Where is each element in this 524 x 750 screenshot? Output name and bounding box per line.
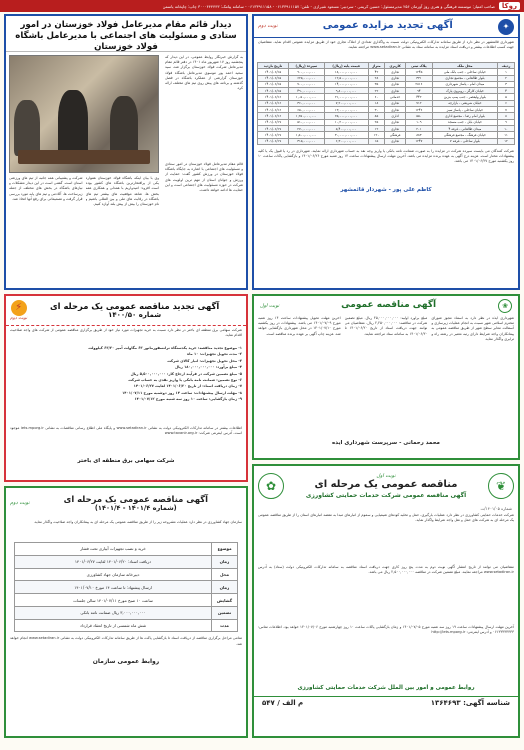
list-item: ۱- موضوع تجدید مناقصه: خرید یکدستگاه ترانسفورماتور ۶۳ مگاولت آمپر ۶۳/۲۰ کیلوولت — [88, 346, 242, 350]
organization-tender-ad — [4, 486, 248, 738]
auction-header-cell: محل ملک — [432, 63, 497, 69]
auction-table — [257, 62, 515, 145]
list-item: ۶- نوع تضمین: ضمانت نامه بانکی یا واریز نقدی به حساب شرکت — [128, 377, 242, 382]
lightning-logo-icon: ⚡ — [11, 300, 27, 316]
izeh-tender-signature: محمد رحمانی - سرپرست شهرداری ایذه — [332, 440, 440, 446]
table-cell: خیابان کارگر - روبروی پارک — [432, 88, 497, 94]
table-cell: مدت — [212, 619, 238, 632]
table-cell: ۷,۲۰۰,۰۰۰,۰۰۰ — [324, 100, 368, 106]
table-cell: تجاری — [385, 119, 406, 125]
izeh-tender-body-2: مبلغ برآورد اولیه: ۴۵,۰۰۰,۰۰۰,۰۰۰ ریال. مبلغ تضمین شرکت در مناقصه: ۲,۲۵۰,۰۰۰,۰۰۰ ریال. متقاضیان می توانند جهت دریافت اسناد از تاریخ ۱۴۰۱/۰۶/۲۰ تا ۱۴۰۱/۰۶/۳۰ به سامانه ستاد مراجعه نمایند. — [344, 316, 428, 336]
table-cell: ۸۸۳ — [406, 132, 433, 138]
table-cell: اداری — [385, 113, 406, 119]
agri-tender-round: نوبت اول — [376, 472, 396, 479]
table-cell: ۳۰ — [368, 107, 385, 113]
table-cell: ۳۱۵,۰۰۰,۰۰۰ — [288, 138, 324, 144]
izeh-tender-round: نوبت اول — [260, 302, 280, 309]
agri-tender-title: مناقصه عمومی یک مرحله ای — [314, 479, 458, 491]
organization-tender-number: (شماره ۱۴۰۱/۴ - ۱۴۰۱/۴) — [94, 504, 177, 513]
table-cell: شش ماه شمسی از تاریخ انعقاد قرارداد — [15, 619, 212, 632]
agri-logo-icon-left: ✿ — [258, 473, 284, 499]
table-cell: ۲۵ — [368, 119, 385, 125]
table-cell: ۱۵ — [368, 138, 385, 144]
electric-tender-round: نوبت دوم — [10, 315, 28, 321]
table-cell: ۴۴۲ — [406, 94, 433, 100]
table-cell: ۳۳۱ — [406, 75, 433, 81]
electric-tender-signature: شرکت سهامی برق منطقه ای باختر — [77, 458, 175, 464]
electric-tender-items — [6, 344, 246, 424]
izeh-tender-title: آگهی مناقصه عمومی — [341, 300, 437, 311]
auction-intro: شهرداری قائمشهر در نظر دارد از طریق سامانه تدارکات الکترونیکی دولت نسبت به واگذاری تعدادی از املاک تجاری خود از طریق مزایده عمومی اقدام نماید. متقاضیان جهت کسب اطلاعات بیشتر و دریافت اسناد مزایده به سامانه ستاد به نشانی www.setadiran.ir مراجعه نمایند. — [258, 40, 514, 50]
table-cell: خیابان فرهنگ - مجتمع فرهنگی — [432, 132, 497, 138]
table-cell: ۹,۸۰۰,۰۰۰,۰۰۰ — [324, 88, 368, 94]
table-cell: ۵,۴۰۰,۰۰۰,۰۰۰ — [324, 125, 368, 131]
auction-round: نوبت دوم — [258, 23, 278, 30]
table-row — [15, 568, 238, 581]
table-cell: خیابان شریعتی - بازارچه — [432, 100, 497, 106]
table-cell: ۱۳,۰۰۰,۰۰۰,۰۰۰ — [324, 107, 368, 113]
auction-header-cell: کاربری — [385, 63, 406, 69]
table-cell: ۱ — [498, 69, 515, 75]
auction-header-cell: تاریخ بازدید — [258, 63, 289, 69]
article-photo — [9, 55, 159, 173]
organization-tender-table — [14, 542, 238, 632]
table-cell: بلوار طالقانی - مجتمع تجاری — [432, 75, 497, 81]
table-cell: ۱۲۴۷ — [406, 138, 433, 144]
auction-header-cell: ردیف — [498, 63, 515, 69]
newspaper-logo: روکا — [499, 2, 520, 11]
table-cell: ۳ — [498, 81, 515, 87]
agri-tender-ref: شماره ۱۴۰۱/۰۵/ت — [480, 506, 512, 511]
table-cell: ۴۹۰,۰۰۰,۰۰۰ — [288, 88, 324, 94]
table-cell: گشایش — [212, 594, 238, 607]
izeh-tender-body-1: شهرداری ایذه در نظر دارد به استناد مجوز شورای محترم اسلامی شهر نسبت به انجام عملیات زیرسازی و آسفالت معابر سطح شهر از طریق مناقصه عمومی به پیمانکاران واجد شرایط دارای رتبه معتبر در رشته راه و ترابری واگذار نماید. — [431, 316, 514, 341]
agri-tender-ad — [252, 464, 520, 738]
organization-tender-title: آگهی مناقصه عمومی یک مرحله ای — [63, 493, 208, 504]
table-cell: ۸ — [498, 113, 515, 119]
table-cell: ۱۴۰۱/۰۶/۱۷ — [258, 119, 289, 125]
electric-tender-number: شماره ۱۴۰۰/۵۰ — [108, 311, 162, 320]
table-cell: ۱۲۴۵ — [406, 69, 433, 75]
list-item: ۷- زمان دریافت اسناد: از تاریخ ۱۴۰۱/۰۶/۲۰ لغایت ۱۴۰۱/۰۶/۲۷ — [133, 384, 242, 389]
table-cell: ۱۴۰۱/۰۶/۱۶ — [258, 113, 289, 119]
table-cell: ۱۴۰۱/۰۶/۱۵ — [258, 81, 289, 87]
table-cell: ۶۵۰,۰۰۰,۰۰۰ — [288, 107, 324, 113]
table-cell: ۱۴۰۱/۰۶/۱۶ — [258, 107, 289, 113]
table-cell: ۱۲,۵۰۰,۰۰۰,۰۰۰ — [324, 75, 368, 81]
table-cell: خیابان ساحلی - جنب بانک ملی — [432, 69, 497, 75]
table-cell: ۴۲ — [368, 69, 385, 75]
auction-header-cell: پلاک ثبتی — [406, 63, 433, 69]
table-cell: تجاری — [385, 81, 406, 87]
table-cell: ۲ — [498, 75, 515, 81]
table-cell: ۱۸ — [368, 100, 385, 106]
table-cell: ۱۴۰۱/۰۶/۱۷ — [258, 138, 289, 144]
masthead-bar — [0, 0, 524, 12]
table-cell: ۲۱,۰۰۰,۰۰۰,۰۰۰ — [324, 94, 368, 100]
table-cell: ۷۱۲ — [406, 100, 433, 106]
table-cell: ۱۲ — [498, 138, 515, 144]
article-column-2: قائم مقام مدیرعامل فولاد خوزستان در امور ستادی و مسئولیت های اجتماعی با اشاره به جایگاه باشگاه فولاد خوزستان در ورزش کشور گفت: حمایت از ورزش و جوانان استان از مهم ترین اولویت های شرکت در حوزه مسئولیت های اجتماعی است و این حمایت ها ادامه خواهد داشت. — [165, 162, 243, 193]
table-cell: ساعت ۱۰ صبح مورخ ۱۴۰۱/۰۷/۱۱ سالن جلسات — [15, 594, 212, 607]
table-cell: ارسال پیشنهاد: تا ساعت ۱۴ مورخ ۱۴۰۱/۰۷/۱۰ — [15, 581, 212, 594]
table-cell: تجاری — [385, 100, 406, 106]
table-cell: ۳۶۰,۰۰۰,۰۰۰ — [288, 100, 324, 106]
table-cell: ۱,۰۵۰,۰۰۰,۰۰۰ — [288, 94, 324, 100]
table-cell: ۵۵۰ — [406, 113, 433, 119]
auction-notes: شرکت کنندگان می بایست سپرده شرکت در مزایده را به صورت ضمانت نامه بانکی یا واریز وجه نقد به حساب شهرداری ارائه نمایند. شهرداری در رد یا قبول یک یا کلیه پیشنهادات مختار است. هزینه درج آگهی به عهده برنده مزایده می باشد. آخرین مهلت ارسال پیشنهادات ساعت ۱۴ روز شنبه مورخ ۱۴۰۱/۰۶/۲۶ و بازگشایی پاکات ساعت ۱۰ روز یکشنبه مورخ ۱۴۰۱/۰۶/۲۷ می باشد. — [258, 148, 514, 164]
table-cell: دبیرخانه سازمان جهاد کشاورزی — [15, 568, 212, 581]
auction-ad — [252, 14, 520, 290]
table-cell: ۶۰ — [368, 94, 385, 100]
table-cell: ۱۲۴۶ — [406, 107, 433, 113]
table-cell: ۱۰۹ — [406, 119, 433, 125]
table-row — [15, 606, 238, 619]
auction-header-cell: متراژ — [368, 63, 385, 69]
table-cell: تجاری — [385, 125, 406, 131]
table-cell: فرهنگی — [385, 132, 406, 138]
table-cell: ۵۱۰,۰۰۰,۰۰۰ — [288, 119, 324, 125]
table-cell: ۲۸۱۶ — [406, 81, 433, 87]
municipality-seal-icon: ❀ — [498, 299, 512, 313]
agri-tender-id: شناسه آگهی: ۱۳۶۴۶۹۳ — [430, 698, 510, 707]
table-cell: ۴ — [498, 88, 515, 94]
table-cell: ۱,۵۰۰,۰۰۰,۰۰۰ — [288, 132, 324, 138]
table-cell: ۱۲ — [368, 125, 385, 131]
agri-tender-body-1: شرکت خدمات حمایتی کشاورزی در نظر دارد عملیات بارگیری، حمل و تخلیه کودهای شیمیایی و سموم از انبارهای مبدا به مقصد انبارهای استان را از طریق مناقصه عمومی یک مرحله ای به شرکت های حمل و نقل واجد شرایط واگذار نماید. — [258, 513, 514, 523]
izeh-tender-body-3: آخرین مهلت تحویل پیشنهادات ساعت ۱۴ روز شنبه مورخ ۱۴۰۱/۰۷/۰۹ می باشد. پیشنهادات در روز یکشنبه مورخ ۱۴۰۱/۰۷/۱۰ در محل شهرداری بازگشایی خواهد شد. هزینه چاپ آگهی بر عهده برنده مناقصه است. — [257, 316, 341, 336]
table-cell: ۱۲۰ — [368, 132, 385, 138]
table-row — [15, 555, 238, 568]
list-item: ۵- مبلغ تضمین شرکت در فرآیند ارجاع کار: ۵,۵۰۰,۰۰۰,۰۰۰ ریال — [130, 371, 242, 376]
table-cell: خرید و نصب تجهیزات آبیاری تحت فشار — [15, 543, 212, 556]
electric-tender-title: آگهی تجدید مناقصه عمومی یک مرحله ای — [49, 300, 220, 311]
table-cell: ۱۰,۲۰۰,۰۰۰,۰۰۰ — [324, 119, 368, 125]
auction-header-cell: سپرده (ریال) — [288, 63, 324, 69]
table-cell: ۱۴۰۱/۰۶/۱۶ — [258, 100, 289, 106]
table-cell: ۱۴,۰۰۰,۰۰۰,۰۰۰ — [324, 81, 368, 87]
table-cell: ۱۸,۰۰۰,۰۰۰,۰۰۰ — [324, 69, 368, 75]
article-headline: دیدار قائم مقام مدیرعامل فولاد خوزستان در امور ستادی و مسئولیت های اجتماعی با مدیرعامل باشگاه فولاد خوزستان — [6, 16, 246, 52]
table-cell: بلوار ولیعصر - جنب پمپ بنزین — [432, 94, 497, 100]
table-row — [15, 619, 238, 632]
agri-tender-signature: روابط عمومی و امور بین الملل شرکت خدمات حمایتی کشاورزی — [297, 685, 475, 691]
table-cell: بلوار ساحلی - غرفه ۷ — [432, 138, 497, 144]
table-cell: بلوار امام رضا - مجتمع اداری — [432, 113, 497, 119]
electric-tender-intro: شرکت سهامی برق منطقه ای باختر در نظر دارد نسبت به خرید تجهیزات مورد نیاز خود از طریق برگزاری مناقصه عمومی از شرکت های واجد صلاحیت اقدام نماید. — [10, 328, 242, 338]
table-cell: تجاری — [385, 88, 406, 94]
news-article — [4, 14, 248, 290]
table-cell: ۱۴۰۱/۰۶/۱۵ — [258, 88, 289, 94]
article-column-1: به گزارش خبرنگار روابط عمومی، در این دیدار که پنجشنبه روز ۱۷ شهریور ماه ۱۴۰۱ در دفتر قائم مقام مدیرعامل شرکت فولاد خوزستان برگزار شد، سید سعید احمد پور موسوی مدیرعامل باشگاه فولاد خوزستان گزارشی از عملکرد باشگاه در فصل گذشته و برنامه های پیش روی تیم های مختلف ارائه کرد. — [165, 55, 243, 91]
auction-signature: کاظم علی پور - شهردار قائمشهر — [340, 186, 432, 193]
table-cell: تضمین — [212, 606, 238, 619]
table-cell: ۳,۰۰۰,۰۰۰,۰۰۰ ریال ضمانت نامه بانکی — [15, 606, 212, 619]
table-cell: ۳۵ — [368, 81, 385, 87]
table-cell: ۶,۳۰۰,۰۰۰,۰۰۰ — [324, 138, 368, 144]
table-cell: زمان — [212, 555, 238, 568]
table-cell: تجاری — [385, 107, 406, 113]
table-row — [15, 543, 238, 556]
list-item: ۸- مهلت ارسال پیشنهادات: ساعت ۱۴ روز دوشنبه مورخ ۱۴۰۱/۰۷/۱۱ — [122, 390, 242, 395]
table-cell: ۶۲۵,۰۰۰,۰۰۰ — [288, 75, 324, 81]
list-item: ۳- محل تحویل تجهیزات: انبار کالای شرکت — [167, 358, 242, 363]
table-cell: دریافت اسناد: ۱۴۰۱/۰۶/۲۰ لغایت ۱۴۰۱/۰۶/۲۷ — [15, 555, 212, 568]
table-cell: ۱,۲۵۰,۰۰۰,۰۰۰ — [288, 113, 324, 119]
table-cell: زمان — [212, 581, 238, 594]
table-cell: ۹۴ — [406, 88, 433, 94]
article-column-4: شرکت و پشتیبانی همه جانبه از تیم های ورزشی استان است. گفتنی است در این دیدار مشکلات و نیازهای باشگاه در بخش های مختلف از جمله زیرساخت ها، آکادمی و تیم های پایه مورد بررسی قرار گرفت و تصمیماتی برای رفع آنها اتخاذ شد. — [9, 176, 83, 201]
table-row — [15, 581, 238, 594]
table-cell: ۶ — [498, 100, 515, 106]
agri-tender-code: م الف / ۵۴۷ — [262, 698, 304, 707]
table-cell: ۵ — [498, 94, 515, 100]
table-cell: موضوع — [212, 543, 238, 556]
table-cell: ۲۷۰,۰۰۰,۰۰۰ — [288, 125, 324, 131]
organization-tender-round: نوبت دوم — [10, 499, 30, 506]
table-cell: ۱۰ — [498, 125, 515, 131]
table-cell: ۲۲ — [368, 88, 385, 94]
table-cell: تجاری — [385, 75, 406, 81]
table-cell: ۳۰,۰۰۰,۰۰۰,۰۰۰ — [324, 132, 368, 138]
agri-tender-body-3: آخرین مهلت ارسال پیشنهادات ساعت ۱۹ روز سه شنبه مورخ ۱۴۰۱/۰۷/۰۵ و زمان بازگشایی پاکات ساعت ۱۰ روز چهارشنبه مورخ ۱۴۰۱/۰۷/۰۶ خواهد بود. اطلاعات تماس: ۰۶۱۳۳۳۳۳۳۳۳ و آدرس اینترنتی: http://iets.mporg.ir — [258, 625, 514, 635]
table-row — [15, 594, 238, 607]
article-column-3: وی با بیان اینکه باشگاه فولاد خوزستان همواره یکی از پرافتخارترین باشگاه های کشور بوده است افزود: امیدواریم با همدلی و همکاری همه بخش ها، شاهد موفقیت های بیشتر تیم های باشگاه در رقابت های ملی و بین المللی باشیم و نام خوزستان را بیش از پیش بلند آوازه کنیم. — [85, 176, 159, 207]
list-item: ۴- مبلغ برآورد: ۱۸۰,۰۰۰,۰۰۰,۰۰۰ ریال — [174, 365, 242, 370]
list-item: ۲- مدت تحویل تجهیزات: ۱۰ ماه — [187, 352, 242, 357]
agri-tender-body-2: متقاضیان می توانند از تاریخ انتشار آگهی نوبت دوم به مدت پنج روز کاری جهت دریافت اسناد مناقصه به سامانه تدارکات الکترونیکی دولت (ستاد) به آدرس www.setadiran.ir مراجعه نمایند. مبلغ تضمین شرکت در مناقصه ۲,۵۰۰,۰۰۰,۰۰۰ ریال می باشد. — [258, 565, 514, 575]
table-cell: خیابان بابل - جنب مسجد — [432, 119, 497, 125]
table-cell: خدماتی — [385, 94, 406, 100]
table-cell: میدان امام - پاساژ شهرداری — [432, 81, 497, 87]
electric-tender-footer: اطلاعات بیشتر در سامانه تدارکات الکترونیکی دولت به نشانی www.setadiran.ir و پایگاه ملی اطلاع رسانی مناقصات به نشانی iets.mporg.ir موجود است. آدرس اینترنتی شرکت: www.tavanir.org.ir — [10, 426, 243, 436]
table-cell: ۲۵,۰۰۰,۰۰۰,۰۰۰ — [324, 113, 368, 119]
auction-title: آگهی تجدید مزایده عمومی — [322, 20, 453, 32]
table-cell: ۷۰۰,۰۰۰,۰۰۰ — [288, 81, 324, 87]
table-cell: ۱۴۰۱/۰۶/۱۷ — [258, 132, 289, 138]
table-cell: تجاری — [385, 69, 406, 75]
list-item: ۹- زمان بازگشایی: ساعت ۱۰ روز سه شنبه مورخ ۱۴۰۱/۰۷/۱۲ — [134, 397, 242, 402]
table-cell: ۱۴۰۱/۰۶/۱۵ — [258, 69, 289, 75]
table-cell: محل — [212, 568, 238, 581]
table-cell: ۱۱ — [498, 132, 515, 138]
table-cell: ۱۴۰۱/۰۶/۱۷ — [258, 125, 289, 131]
table-cell: ۱۴۰۱/۰۶/۱۵ — [258, 75, 289, 81]
auction-header-cell: قیمت پایه (ریال) — [324, 63, 368, 69]
table-cell: ۹۰۰,۰۰۰,۰۰۰ — [288, 69, 324, 75]
table-cell: ۲۰۱ — [406, 125, 433, 131]
table-cell: ۸۵ — [368, 113, 385, 119]
organization-tender-intro: سازمان جهاد کشاورزی در نظر دارد عملیات مشروحه زیر را از طریق مناقصه عمومی یک مرحله ای به پیمانکاران واجد صلاحیت واگذار نماید. — [33, 520, 242, 524]
table-cell: ۷ — [498, 107, 515, 113]
electric-tender-ad — [4, 294, 248, 482]
izeh-tender-ad — [252, 294, 520, 460]
municipality-logo-icon: ✦ — [498, 19, 514, 35]
organization-tender-footer: تمامی مراحل برگزاری مناقصه از دریافت اسناد تا بازگشایی پاکت ها از طریق سامانه تدارکات الکترونیکی دولت به نشانی www.setadiran.ir انجام خواهد شد. — [10, 636, 242, 646]
table-cell: ۱۴۰۱/۰۶/۱۶ — [258, 94, 289, 100]
table-cell: ۹ — [498, 119, 515, 125]
table-cell: ۲۸ — [368, 75, 385, 81]
table-cell: میدان طالقانی - غرفه ۴ — [432, 125, 497, 131]
agri-logo-icon-right: ❦ — [488, 473, 514, 499]
organization-tender-signature: روابط عمومی سازمان — [92, 658, 160, 666]
agri-tender-subtitle: آگهی مناقصه عمومی شرکت خدمات حمایتی کشاورزی — [305, 491, 467, 499]
table-cell: خیابان ساحلی - پاساژ سبز — [432, 107, 497, 113]
table-cell: تجاری — [385, 138, 406, 144]
table-row — [258, 138, 515, 144]
masthead-info: صاحب امتیاز: موسسه فرهنگی و هنری روژ آورمان ۲۵۶ مدیرمسئول: حسین کریمی - سردبیر: مسعود شیرازی - تلفن: ۰۶۱۳۳۹۱۱۱۵۷ - ۰۶۱۳۳۹۱۱۱۵۸ - سامانه پیامک: ۳۰۰۰۴۴۴۴۴۳ چاپ: چاپخانه یاسمن — [162, 3, 495, 9]
